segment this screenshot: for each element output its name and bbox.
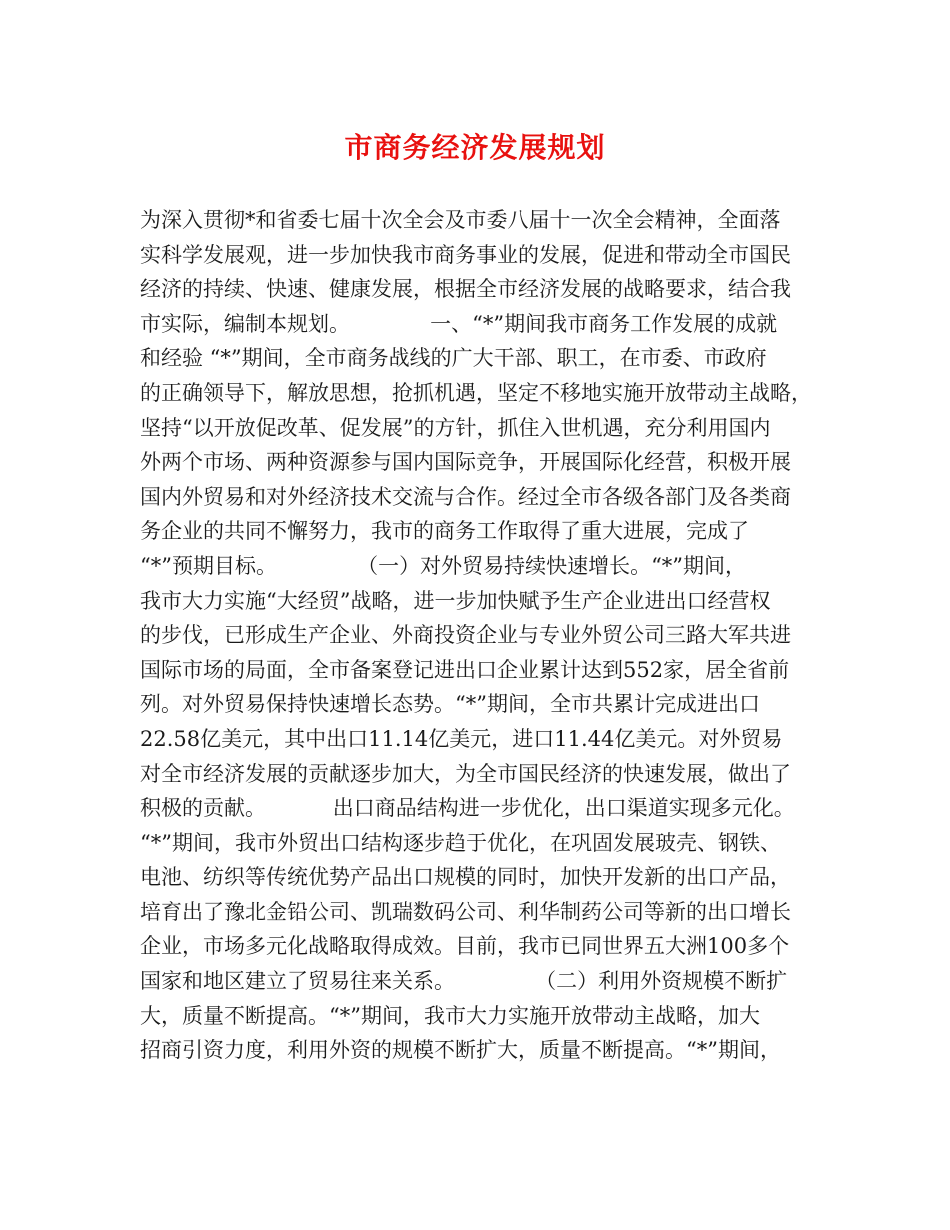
body-line: 为深入贯彻*和省委七届十次全会及市委八届十一次全会精神，全面落 [140,208,781,232]
body-line: 招商引资力度，利用外资的规模不断扩大，质量不断提高。“*”期间， [140,1038,781,1063]
body-line: 国内外贸易和对外经济技术交流与合作。经过全市各级各部门及各类商 [140,484,791,509]
body-line: 外两个市场、两种资源参与国内国际竞争，开展国际化经营，积极开展 [140,450,791,475]
body-line: 培育出了豫北金铅公司、凯瑞数码公司、利华制药公司等新的出口增长 [140,899,791,924]
body-line: 国家和地区建立了贸易往来关系。 （二）利用外资规模不断扩 [140,969,788,994]
body-line: “*”期间，我市外贸出口结构逐步趋于优化，在巩固发展玻壳、钢铁、 [140,830,781,855]
body-line: 国际市场的局面，全市备案登记进出口企业累计达到552家，居全省前 [140,657,790,682]
body-line: 我市大力实施“大经贸”战略，进一步加快赋予生产企业进出口经营权 [140,588,771,613]
body-line: 坚持“以开放促改革、促发展”的方针，抓住入世机遇，充分利用国内 [140,415,771,440]
body-line: 经济的持续、快速、健康发展，根据全市经济发展的战略要求，结合我 [140,277,791,302]
body-line: 22.58亿美元，其中出口11.14亿美元，进口11.44亿美元。对外贸易 [140,726,783,751]
body-line: 的正确领导下，解放思想，抢抓机遇，坚定不移地实施开放带动主战略， [140,380,812,405]
body-line: 务企业的共同不懈努力，我市的商务工作取得了重大进展，完成了 [140,519,749,544]
document-body [140,203,820,1068]
body-line: 列。对外贸易保持快速增长态势。“*”期间，全市共累计完成进出口 [140,692,760,717]
body-line: 和经验 “*”期间，全市商务战线的广大干部、职工，在市委、市政府 [140,346,767,371]
body-line: 积极的贡献。 出口商品结构进一步优化，出口渠道实现多元化。 [140,796,795,821]
document-title: 市商务经济发展规划 [344,131,606,164]
body-line: 对全市经济发展的贡献逐步加大，为全市国民经济的快速发展，做出了 [140,761,791,786]
body-line: 的步伐，已形成生产企业、外商投资企业与专业外贸公司三路大军共进 [140,623,791,648]
body-line: 市实际，编制本规划。 一、“*”期间我市商务工作发展的成就 [140,311,778,336]
body-line: 大，质量不断提高。“*”期间，我市大力实施开放带动主战略，加大 [140,1003,760,1028]
body-line: “*”预期目标。 （一）对外贸易持续快速增长。“*”期间， [140,553,747,578]
body-line: 实科学发展观，进一步加快我市商务事业的发展，促进和带动全市国民 [140,242,791,267]
body-line: 电池、纺织等传统优势产品出口规模的同时，加快开发新的出口产品， [140,865,791,890]
body-line: 企业，市场多元化战略取得成效。目前，我市已同世界五大洲100多个 [140,934,790,959]
